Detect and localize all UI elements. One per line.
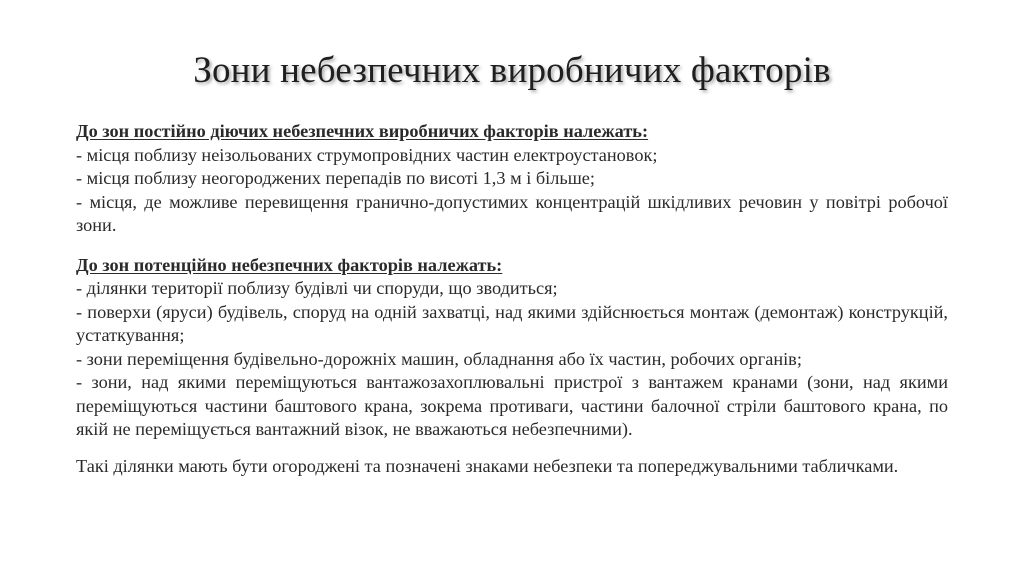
list-item: - місця, де можливе перевищення гранично-допустимих концентрацій шкідливих речовин у повітрі робочої зони. (76, 191, 948, 235)
list-item: - місця поблизу неізольованих струмопровідних частин електроустановок; (76, 144, 658, 165)
section-heading-potential: До зон потенційно небезпечних факторів належать: (76, 254, 503, 275)
slide-title: Зони небезпечних виробничих факторів (193, 50, 831, 91)
list-item: - поверхи (яруси) будівель, споруд на одній захватці, над якими здійснюється монтаж (демонтаж) конструкцій, устаткування; (76, 301, 948, 345)
slide-content (76, 120, 948, 476)
list-item: - зони переміщення будівельно-дорожніх машин, обладнання або їх частин, робочих органів; (76, 348, 802, 369)
section-heading-constant: До зон постійно діючих небезпечних виробничих факторів належать: (76, 121, 649, 141)
section-potential-factors (76, 254, 948, 442)
list-item: - зони, над якими переміщуються вантажозахоплювальні пристрої з вантажем кранами (зони, над якими переміщуються частини баштового крана, зокрема противаги, частини балочної стріли баштового крана, по якій не переміщується вантажний візок, не вважаються небезпечними). (76, 372, 948, 439)
list-item: - місця поблизу неогороджених перепадів по висоті 1,3 м і більше; (76, 168, 595, 188)
section-constant-factors (76, 120, 948, 238)
closing-paragraph: Такі ділянки мають бути огороджені та позначені знаками небезпеки та попереджувальними табличками. (76, 455, 899, 476)
list-item: - ділянки території поблизу будівлі чи споруди, що зводиться; (76, 278, 558, 298)
